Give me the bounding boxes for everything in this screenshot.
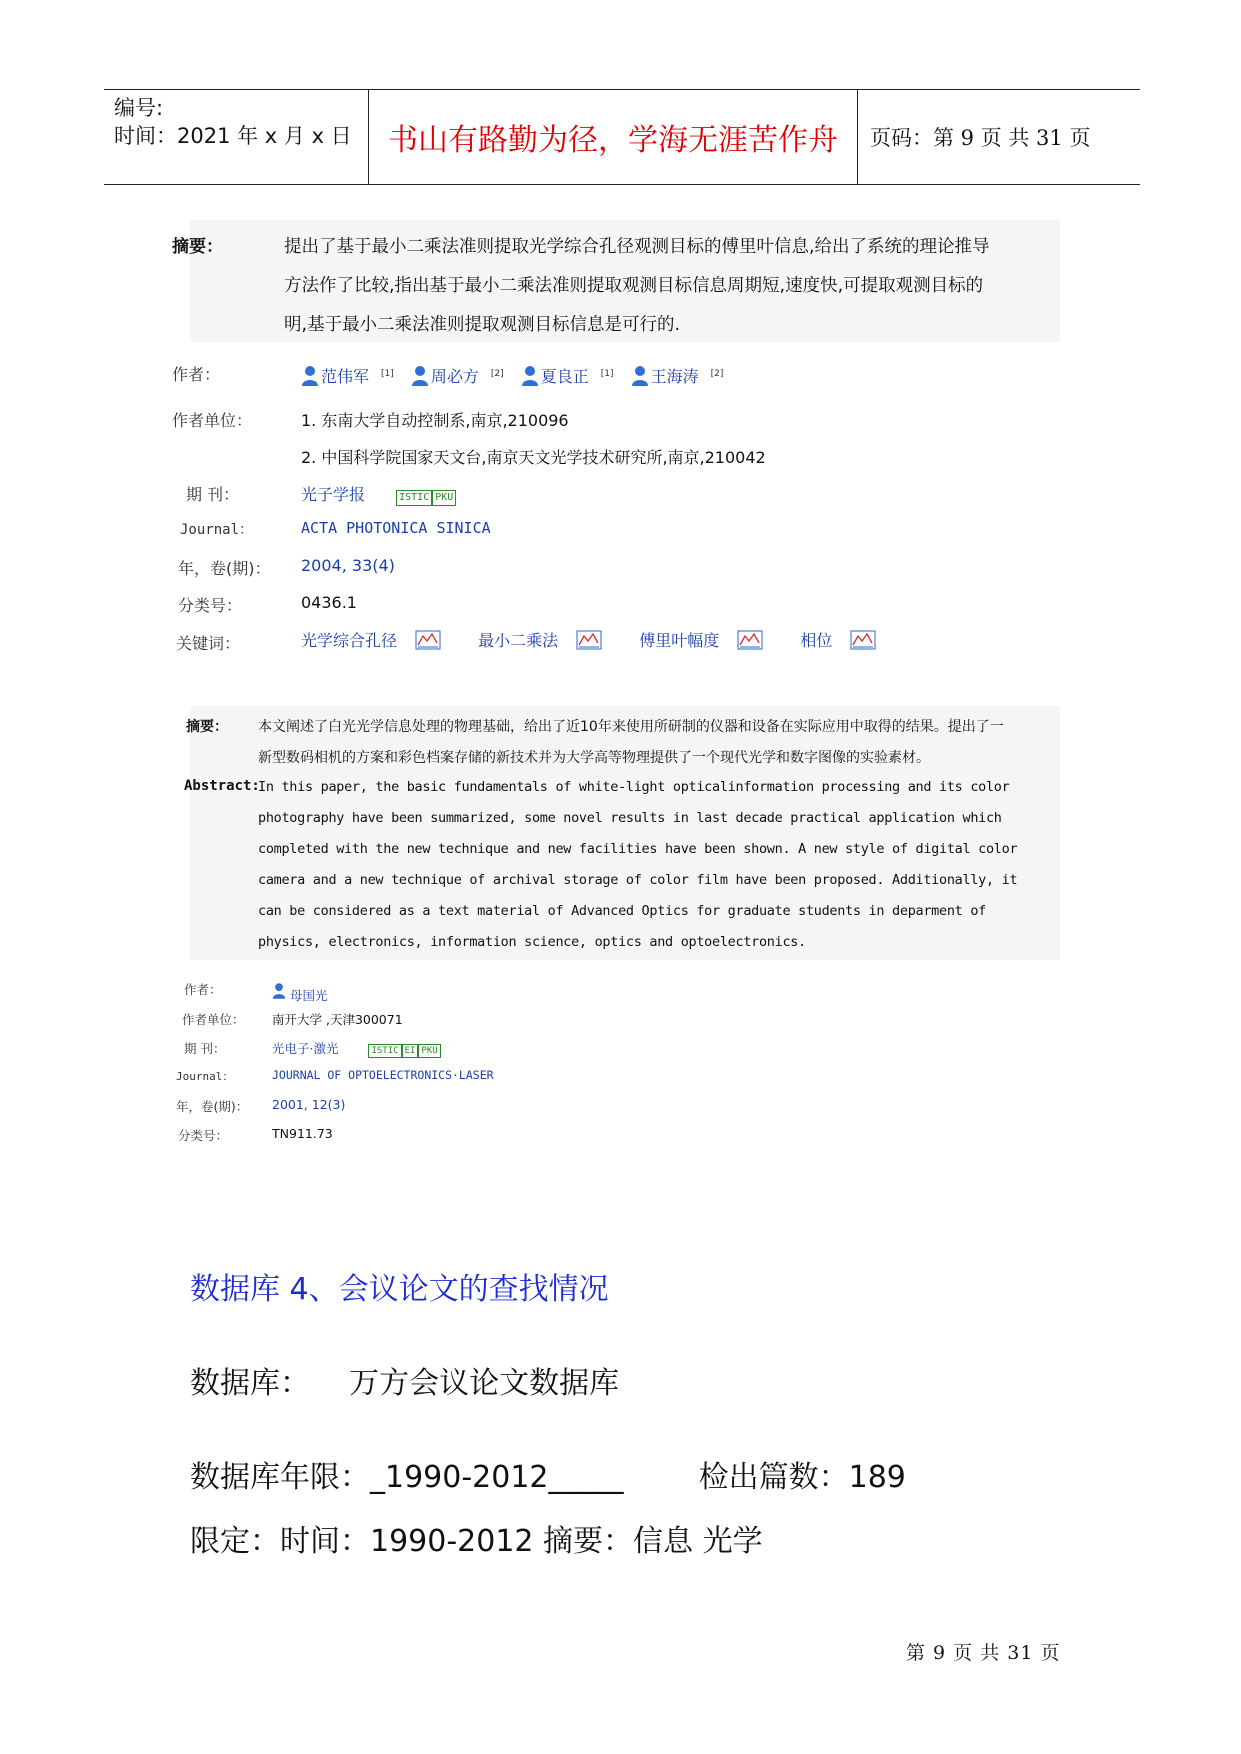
abstract-zh-line: 新型数码相机的方案和彩色档案存储的新技术并为大学高等物理提供了一个现代光学和数字图像的实验素材。 (258, 750, 930, 766)
keywords-label: 关键词： (176, 634, 241, 653)
journal-en-link[interactable]: JOURNAL OF OPTOELECTRONICS·LASER (272, 1068, 494, 1082)
user-icon (521, 365, 539, 387)
abstract-en-line: can be considered as a text material of Advanced Optics for graduate students in deparment of (258, 903, 986, 919)
class-label: 分类号： (178, 1128, 229, 1143)
chart-icon[interactable] (415, 630, 441, 650)
database-value: 万方会议论文数据库 (349, 1366, 620, 1401)
author-link[interactable]: 范伟军 [1] (301, 364, 394, 387)
page-footer: 第 9 页 共 31 页 (906, 1642, 1061, 1664)
record-screenshot-2 (176, 706, 1060, 1166)
user-icon (301, 365, 319, 387)
user-icon (272, 982, 286, 1000)
chart-icon[interactable] (737, 630, 763, 650)
chart-icon[interactable] (850, 630, 876, 650)
section-title: 数据库 4、会议论文的查找情况 (190, 1272, 609, 1307)
keyword-item[interactable]: 傅里叶幅度 (639, 628, 763, 651)
class-value: 0436.1 (301, 593, 357, 612)
time-label: 时间：2021 年 x 月 x 日 (114, 124, 352, 148)
author-link[interactable]: 周必方 [2] (411, 364, 504, 387)
authors-label: 作者： (172, 365, 221, 384)
affiliation-label: 作者单位： (172, 411, 253, 430)
keyword-item[interactable]: 最小二乘法 (478, 628, 602, 651)
class-value: TN911.73 (272, 1126, 333, 1141)
abstract-en-line: camera and a new technique of archival storage of color film have been proposed. Additionally, it (258, 872, 1018, 888)
year-link[interactable]: 2001, 12(3) (272, 1097, 346, 1112)
year-label: 年，卷(期)： (176, 1099, 249, 1114)
journal-link[interactable]: 光子学报 (301, 485, 366, 504)
abstract-block (184, 706, 1060, 960)
affiliation-label: 作者单位： (182, 1012, 245, 1027)
abstract-label: 摘要： (186, 719, 228, 735)
index-badge[interactable]: PKU (418, 1044, 440, 1058)
number-label: 编号: (114, 96, 164, 120)
database-line (190, 1358, 619, 1402)
page-header (104, 89, 1140, 185)
user-icon (631, 365, 649, 387)
index-badges (368, 1044, 440, 1058)
abstract-en-label: Abstract: (184, 778, 260, 794)
keyword-item[interactable]: 光学综合孔径 (301, 628, 441, 651)
index-badge[interactable]: PKU (432, 490, 456, 506)
header-motto: 书山有路勤为径，学海无涯苦作舟 (388, 123, 838, 158)
journal-label: 期 刊： (186, 485, 240, 504)
abstract-en-line: In this paper, the basic fundamentals of white-light opticalinformation processing and its color (258, 779, 1010, 795)
abstract-en-line: physics, electronics, information science, optics and optoelectronics. (258, 934, 806, 950)
class-label: 分类号： (178, 596, 243, 615)
abstract-block (172, 220, 1060, 342)
count-label: 检出篇数： (698, 1460, 849, 1495)
chart-icon[interactable] (576, 630, 602, 650)
index-badge[interactable]: ISTIC (368, 1044, 401, 1058)
header-meta (114, 94, 366, 150)
header-divider (857, 90, 858, 184)
years-line (190, 1452, 906, 1496)
year-label: 年，卷(期)： (178, 559, 271, 578)
years-value: _1990-2012_____ (370, 1460, 624, 1495)
abstract-text (284, 228, 1074, 345)
database-label: 数据库： (190, 1366, 310, 1401)
author-label: 作者： (184, 982, 222, 997)
journal-link[interactable]: 光电子·激光 (272, 1041, 339, 1056)
author-link[interactable]: 夏良正 [1] (521, 364, 614, 387)
index-badges (396, 490, 456, 506)
abstract-line: 提出了基于最小二乘法准则提取光学综合孔径观测目标的傅里叶信息,给出了系统的理论推导 (284, 237, 990, 257)
affiliation-value: 南开大学 ,天津300071 (272, 1012, 403, 1027)
affiliation-2: 2. 中国科学院国家天文台,南京天文光学技术研究所,南京,210042 (301, 448, 766, 467)
abstract-label: 摘要： (172, 237, 223, 257)
keyword-item[interactable]: 相位 (800, 628, 876, 651)
index-badge[interactable]: EI (402, 1044, 419, 1058)
year-link[interactable]: 2004, 33(4) (301, 556, 395, 575)
journal-label: 期 刊： (184, 1041, 226, 1056)
abstract-line: 方法作了比较,指出基于最小二乘法准则提取观测目标信息周期短,速度快,可提取观测目标的 (284, 276, 984, 296)
journal-en-label: Journal： (176, 1070, 234, 1083)
user-icon (411, 365, 429, 387)
abstract-line: 明,基于最小二乘法准则提取观测目标信息是可行的. (284, 315, 681, 335)
affiliation-1: 1. 东南大学自动控制系,南京,210096 (301, 411, 569, 430)
authors-list (301, 364, 735, 391)
years-label: 数据库年限： (190, 1460, 370, 1495)
index-badge[interactable]: ISTIC (396, 490, 432, 506)
count-value: 189 (848, 1460, 906, 1495)
header-page-info: 页码：第 9 页 共 31 页 (870, 126, 1091, 150)
limit-line: 限定：时间：1990-2012 摘要：信息 光学 (190, 1524, 763, 1559)
journal-en-label: Journal： (180, 522, 254, 538)
abstract-zh-line: 本文阐述了白光光学信息处理的物理基础，给出了近10年来使用所研制的仪器和设备在实际应用中取得的结果。提出了一 (258, 719, 1004, 735)
abstract-en-line: photography have been summarized, some novel results in last decade practical application which (258, 810, 1002, 826)
journal-en-link[interactable]: ACTA PHOTONICA SINICA (301, 519, 491, 537)
abstract-en-line: completed with the new technique and new facilities have been shown. A new style of digital color (258, 841, 1018, 857)
record-screenshot-1 (172, 220, 1060, 680)
author-link[interactable]: 王海涛 [2] (631, 364, 724, 387)
author-link[interactable]: 母国光 (272, 982, 328, 1004)
